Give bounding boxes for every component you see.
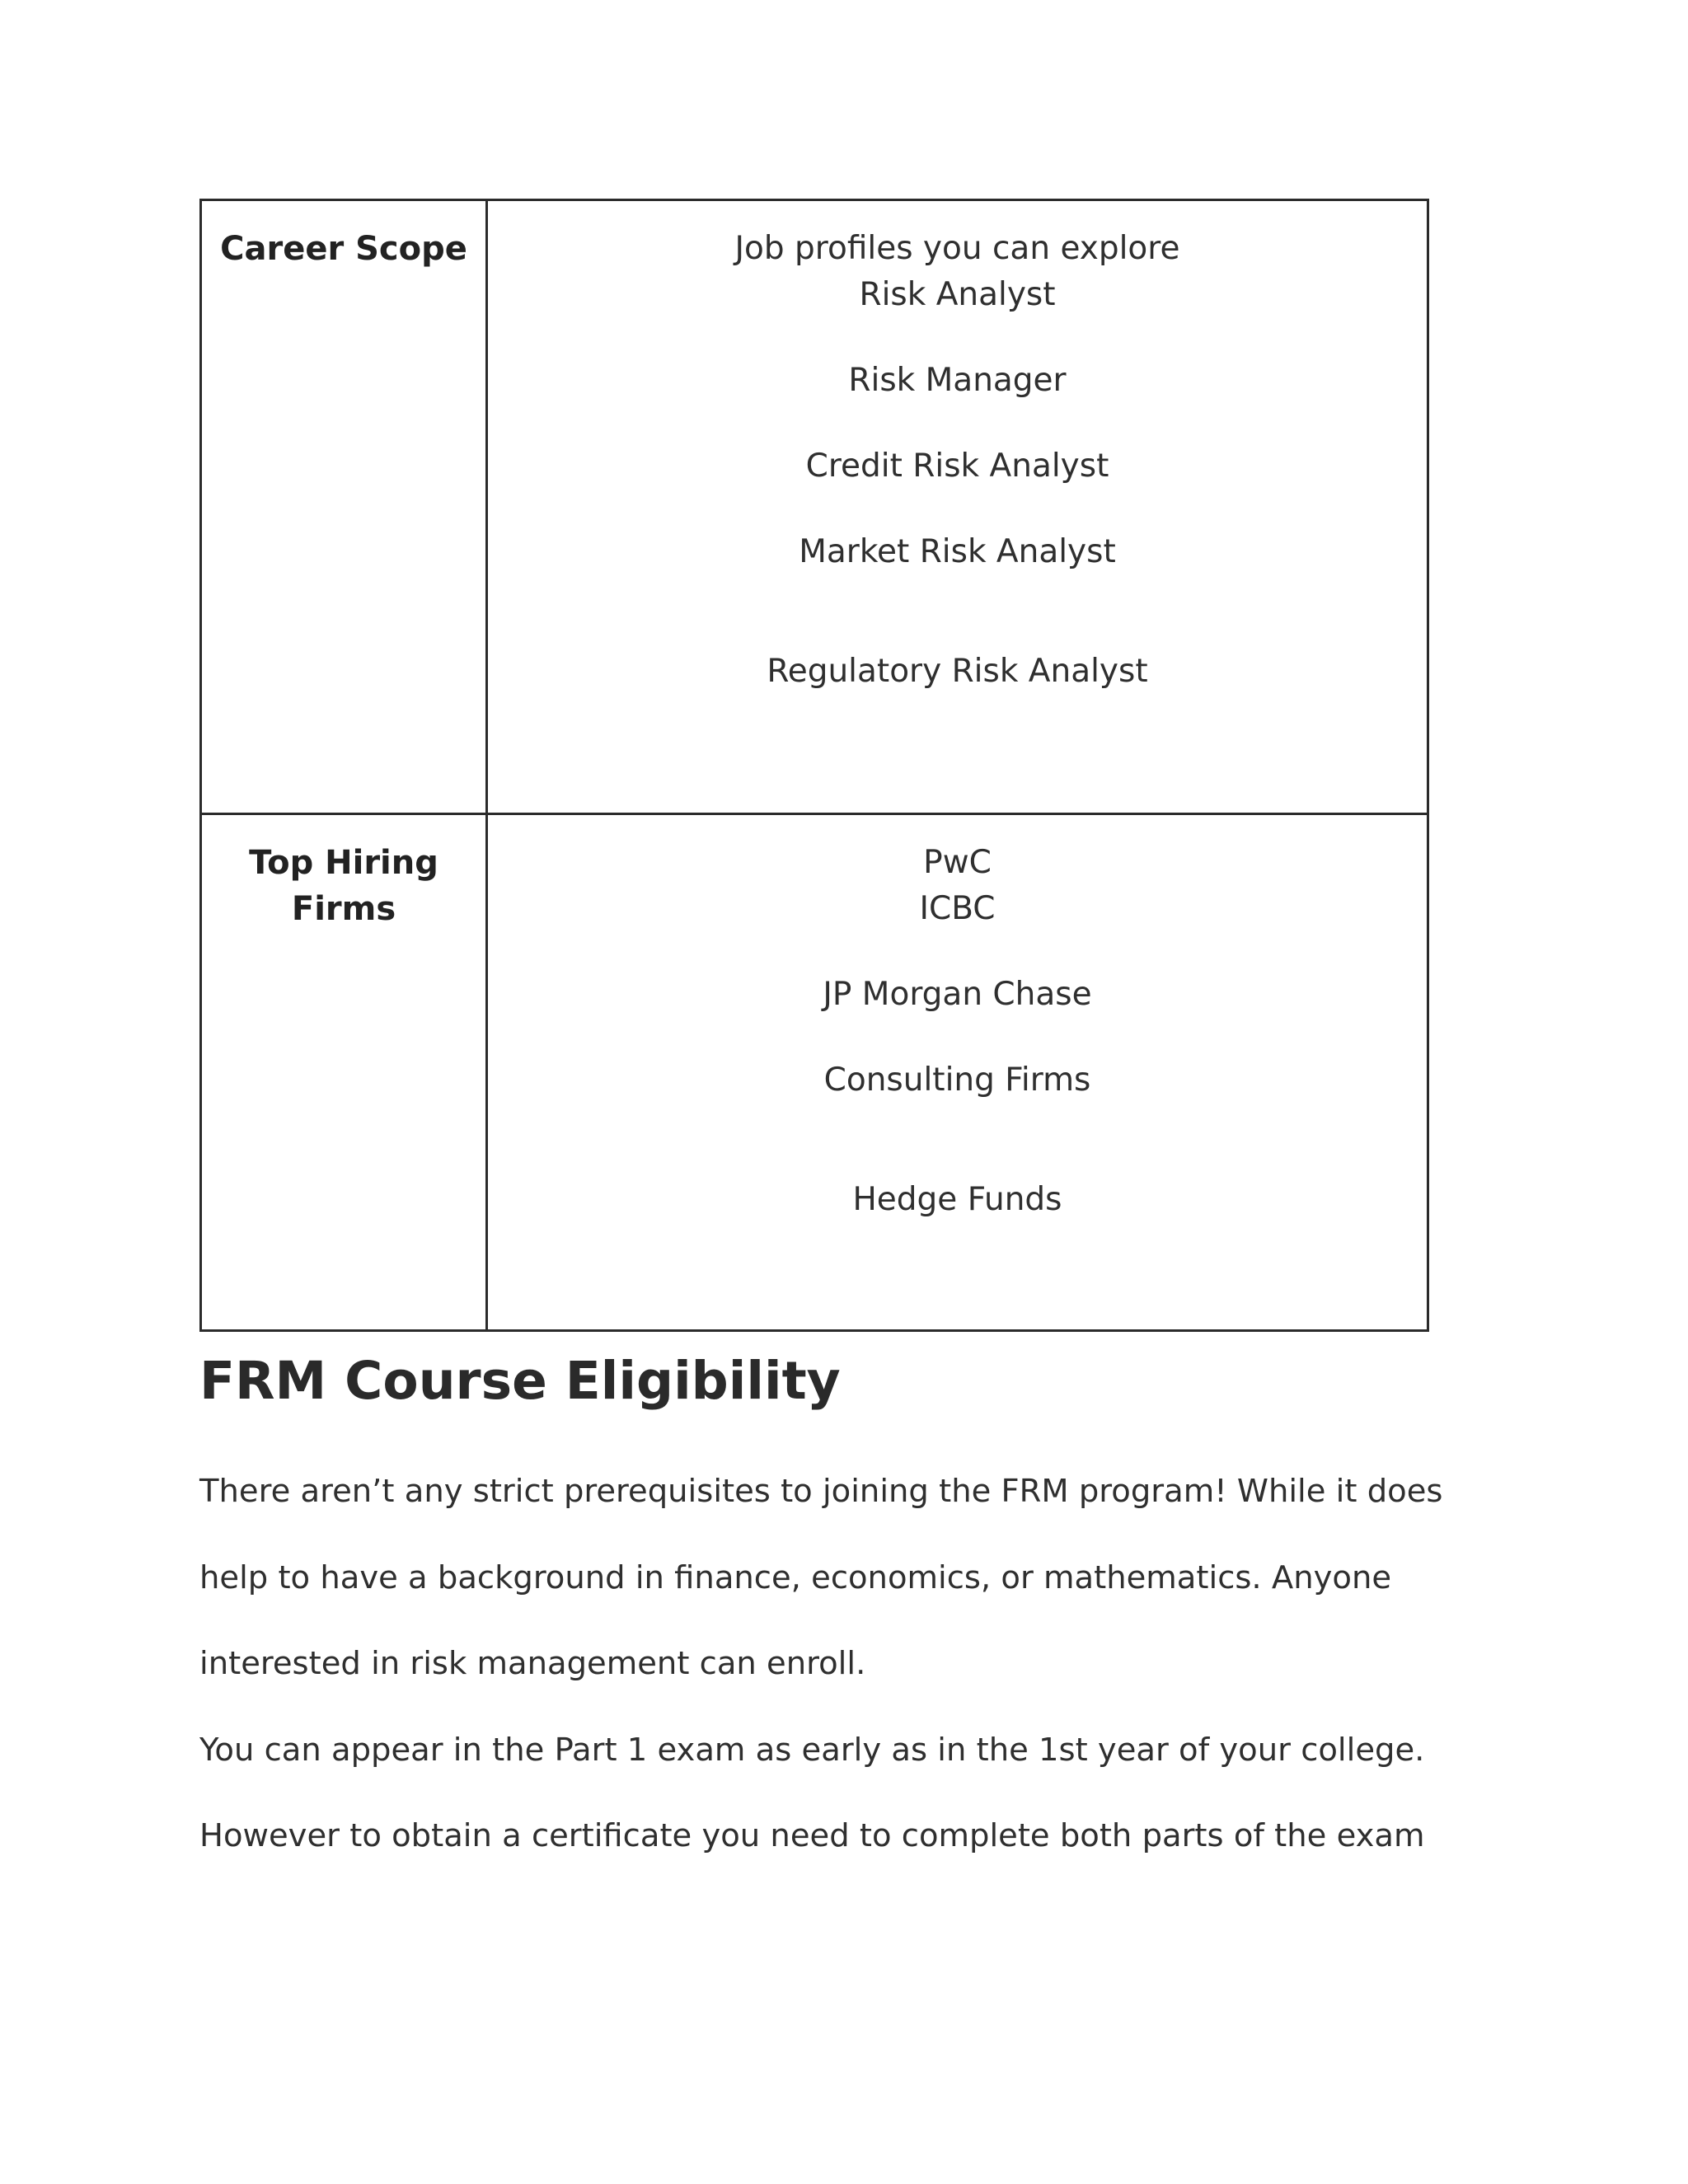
hiring-firms-list: [488, 815, 1427, 1223]
paragraph-line: interested in risk management can enroll.: [199, 1645, 866, 1682]
job-profiles-list: [488, 201, 1427, 695]
list-item: Credit Risk Analyst: [805, 448, 1109, 485]
list-item: Hedge Funds: [852, 1181, 1062, 1218]
paragraph-line: You can appear in the Part 1 exam as early as in the 1st year of your college.: [199, 1731, 1425, 1769]
list-item: ICBC: [919, 890, 996, 927]
row-values-cell: [487, 814, 1428, 1331]
table-row-career-scope: [201, 200, 1428, 814]
row-label-cell: [201, 814, 487, 1331]
row-label: Career Scope: [220, 230, 467, 268]
list-item: Regulatory Risk Analyst: [767, 653, 1148, 690]
paragraph-line: There aren’t any strict prerequisites to joining the FRM program! While it does: [199, 1473, 1443, 1510]
list-item: Risk Analyst: [859, 276, 1056, 313]
list-item: PwC: [923, 844, 992, 881]
section-heading: FRM Course Eligibility: [199, 1351, 841, 1411]
row-label-cell: [201, 200, 487, 814]
list-item: JP Morgan Chase: [823, 976, 1092, 1013]
eligibility-paragraph: [199, 1469, 1518, 1900]
row-label: Top Hiring Firms: [249, 844, 438, 928]
list-item: Market Risk Analyst: [799, 533, 1116, 570]
table-row-top-hiring-firms: [201, 814, 1428, 1331]
paragraph-line: However to obtain a certificate you need to complete both parts of the exam: [199, 1817, 1425, 1854]
list-item: Risk Manager: [848, 362, 1067, 399]
row-values-cell: [487, 200, 1428, 814]
paragraph-line: help to have a background in finance, economics, or mathematics. Anyone: [199, 1558, 1392, 1596]
list-item: Job profiles you can explore: [734, 230, 1180, 267]
list-item: Consulting Firms: [823, 1062, 1091, 1099]
career-info-table: [199, 199, 1429, 1332]
